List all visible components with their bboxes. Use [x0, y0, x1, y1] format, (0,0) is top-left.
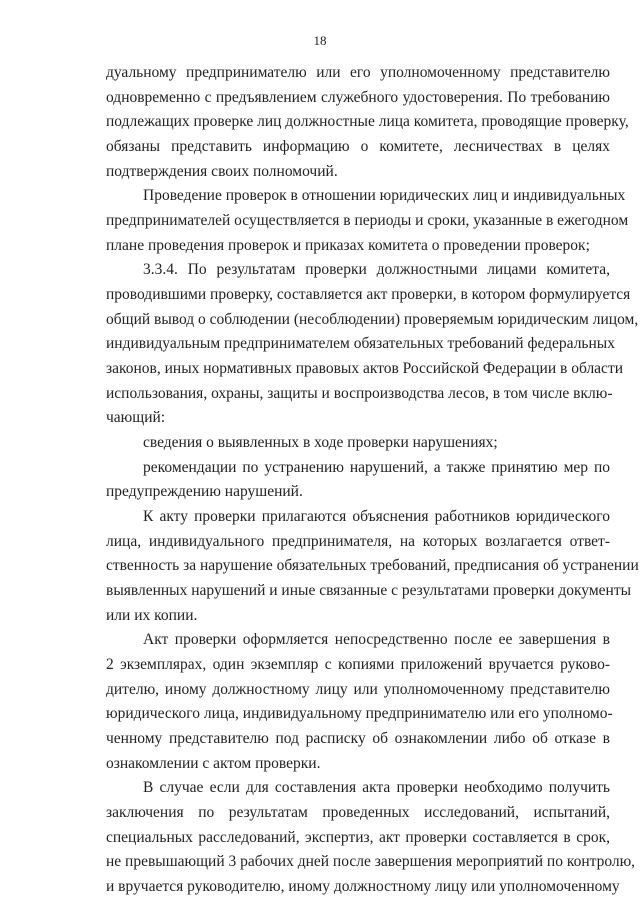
text-line: дителю, иному должностному лицу или уполномоченному представителю — [106, 680, 610, 698]
text-line: специальных расследований, экспертиз, акт проверки составляется в срок, — [106, 828, 610, 846]
page-number: 18 — [313, 33, 327, 48]
text-line: общий вывод о соблюдении (несоблюдении) проверяемым юридическим лицом, — [106, 310, 639, 328]
text-line: плане проведения проверок и приказах комитета о проведении проверок; — [106, 236, 590, 254]
text-line: ченному представителю под расписку об ознакомлении либо об отказе в — [106, 730, 610, 747]
text-line: чающий: — [106, 409, 166, 427]
text-line: заключения по результатам проведенных исследований, испытаний, — [106, 804, 610, 821]
text-line: ознакомлении с актом проверки. — [106, 754, 321, 772]
text-line: предпринимателей осуществляется в периоды и сроки, указанные в ежегодном — [106, 212, 629, 229]
text-line: и вручается руководителю, иному должностному лицу или уполномоченному — [106, 878, 620, 895]
text-line: или их копии. — [106, 606, 198, 624]
text-line: дуальному предпринимателю или его уполномоченному представителю — [106, 64, 610, 81]
text-line: ственность за нарушение обязательных требований, предписания об устранении — [106, 557, 639, 575]
text-line: Акт проверки оформляется непосредственно после ее завершения в — [143, 631, 610, 649]
text-line: 2 экземплярах, один экземпляр с копиями приложений вручается руково- — [106, 656, 610, 673]
text-line: лица, индивидуального предпринимателя, на которых возлагается ответ- — [106, 532, 610, 550]
text-line: сведения о выявленных в ходе проверки нарушениях; — [143, 434, 498, 451]
text-line: подтверждения своих полномочий. — [106, 162, 338, 180]
text-line: предупреждению нарушений. — [106, 483, 303, 501]
text-line: использования, охраны, защиты и воспроизводства лесов, в том числе вклю- — [106, 384, 613, 402]
text-line: индивидуальным предпринимателем обязательных требований федеральных — [106, 335, 615, 353]
text-line: юридического лица, индивидуальному предпринимателю или его уполномо- — [106, 705, 613, 723]
text-line: подлежащих проверке лиц должностные лица комитета, проводящие проверку, — [106, 113, 629, 131]
text-line: одновременно с предъявлением служебного удостоверения. По требованию — [106, 88, 610, 106]
text-line: выявленных нарушений и иные связанные с результатами проверки документы — [106, 582, 632, 599]
text-line: В случае если для составления акта проверки необходимо получить — [143, 779, 610, 797]
text-line: рекомендации по устранению нарушений, а также принятию мер по — [143, 458, 610, 476]
text-line: 3.3.4. По результатам проверки должностными лицами комитета, — [143, 261, 610, 279]
text-line: обязаны представить информацию о комитете, лесничествах в целях — [106, 138, 610, 155]
text-line: не превышающий 3 рабочих дней после завершения мероприятий по контролю, — [106, 853, 636, 871]
text-line: Проведение проверок в отношении юридических лиц и индивидуальных — [143, 187, 626, 205]
text-line: законов, иных нормативных правовых актов Российской Федерации в области — [106, 360, 624, 377]
text-line: К акту проверки прилагаются объяснения работников юридического — [143, 508, 610, 525]
text-line: проводившими проверку, составляется акт проверки, в котором формулируется — [106, 286, 631, 303]
